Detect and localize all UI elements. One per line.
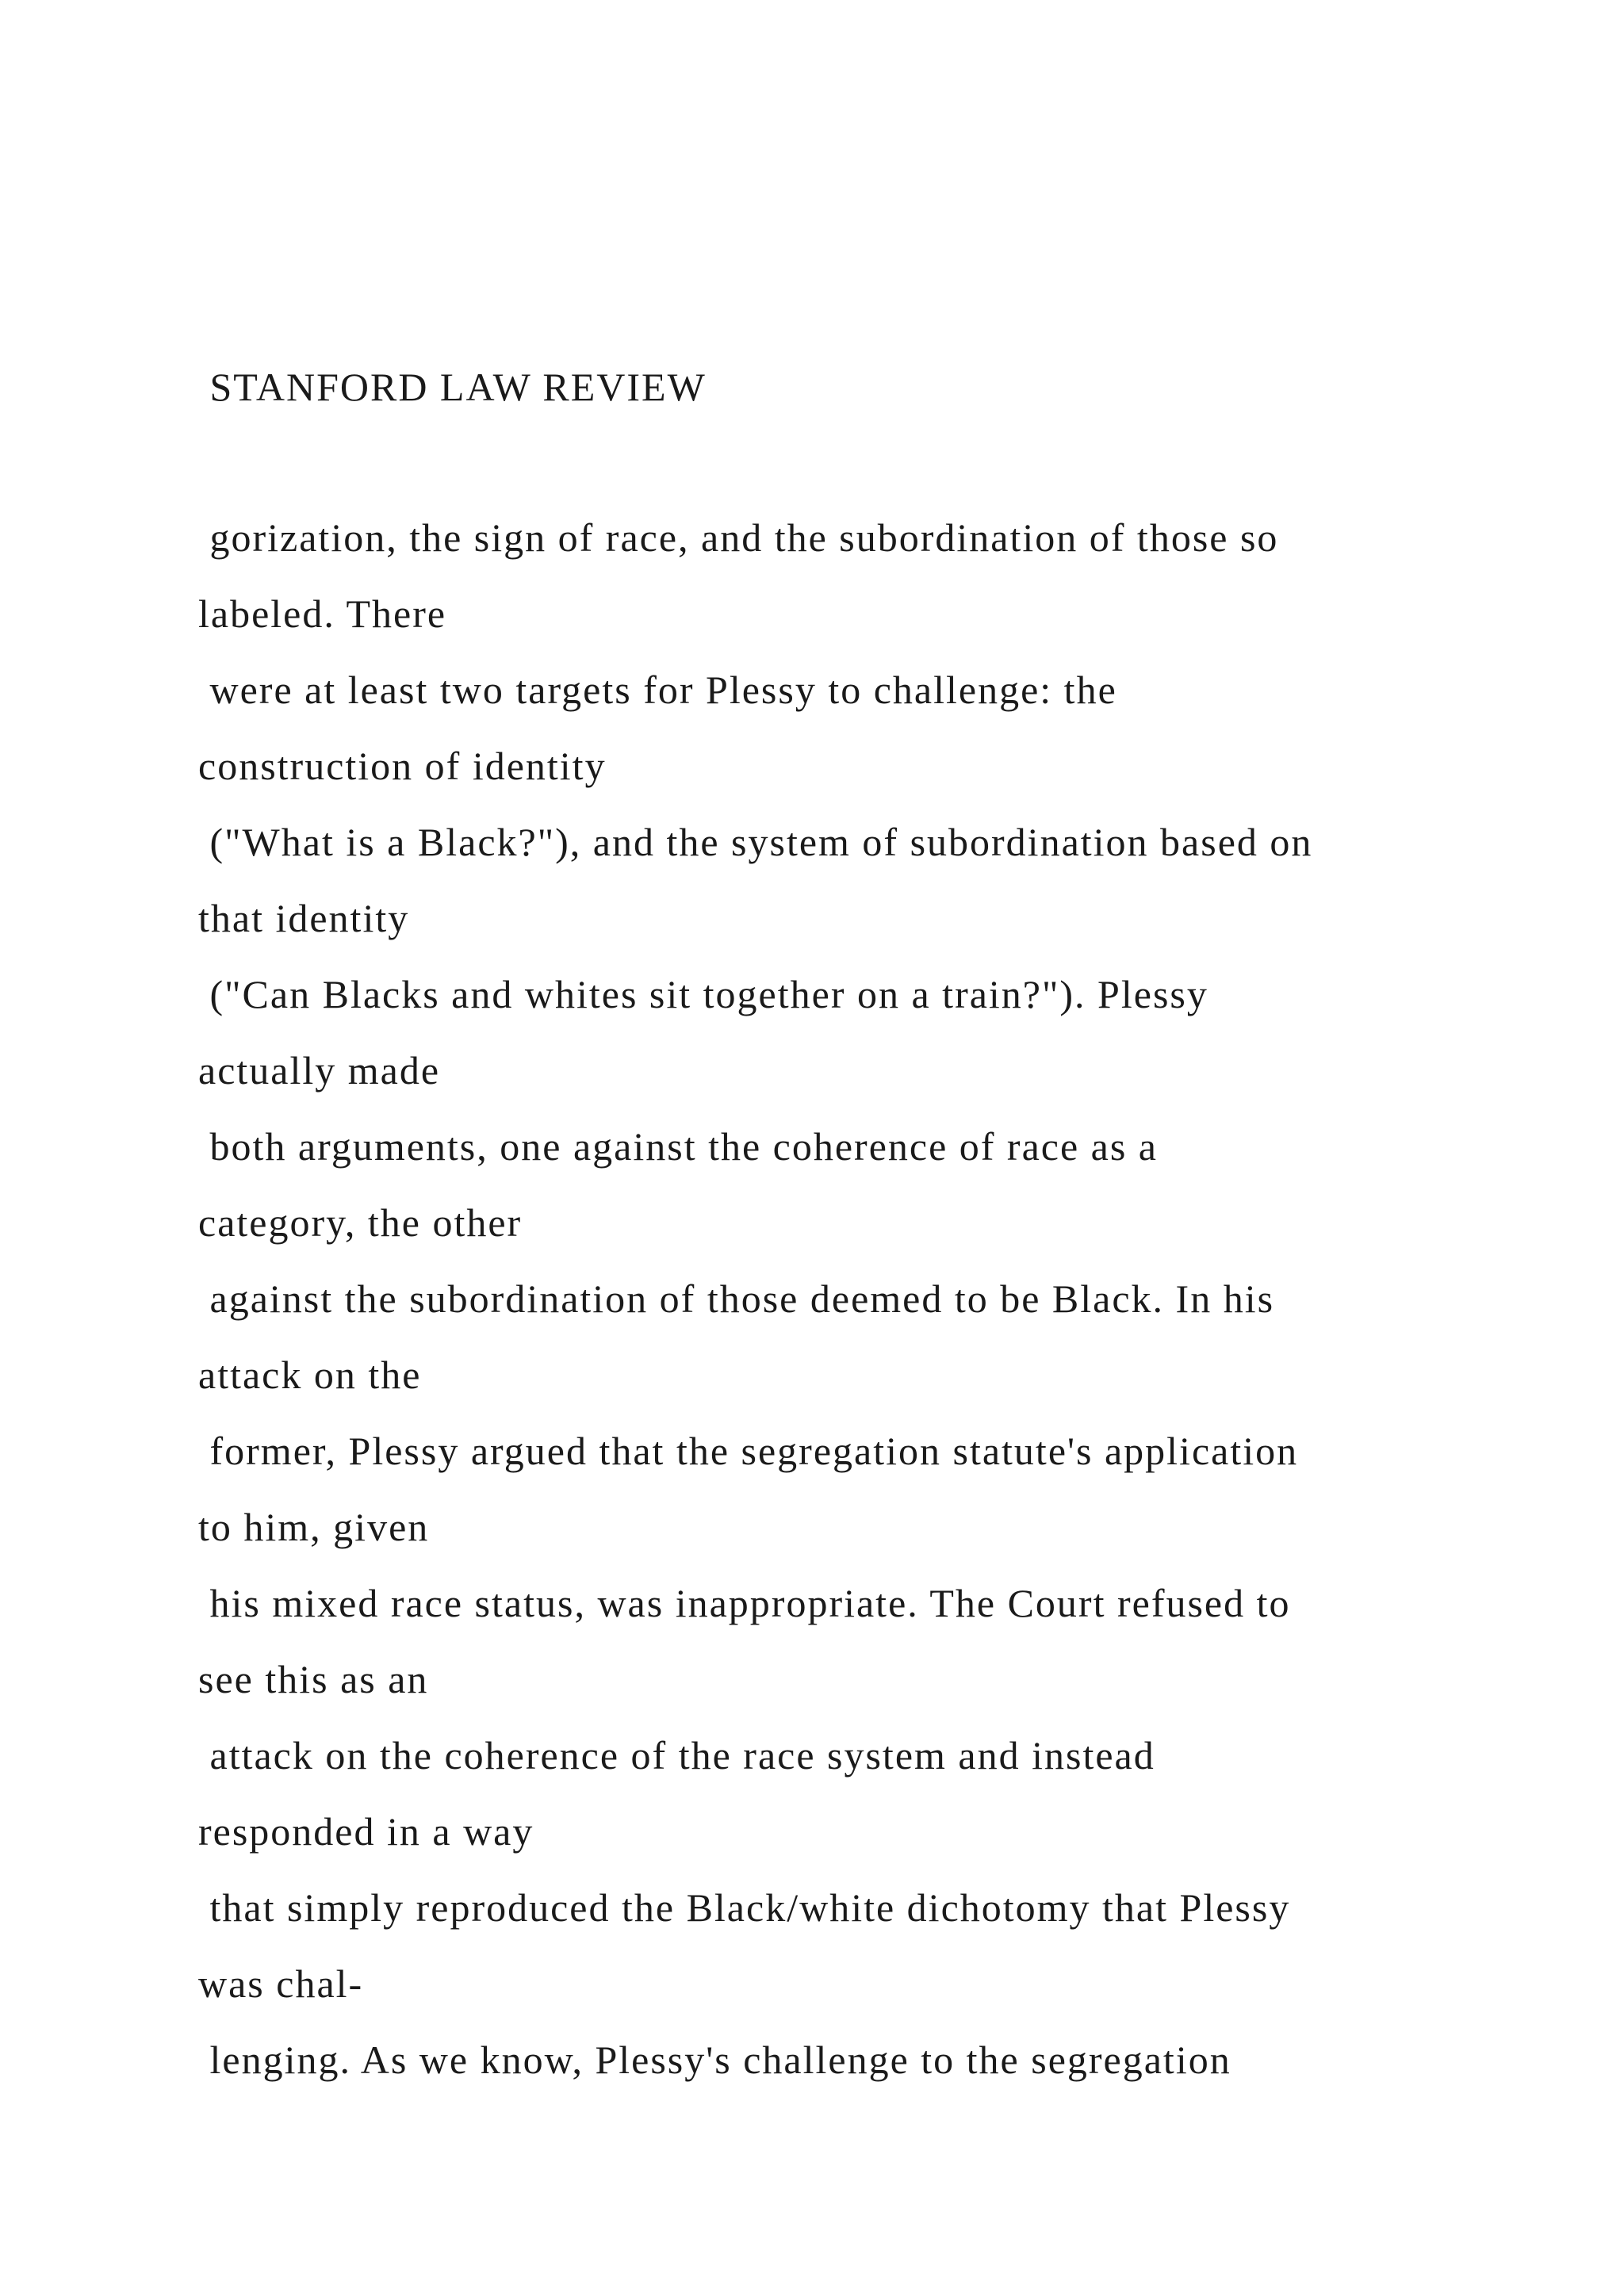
- text-line: was chal-: [198, 1961, 364, 2006]
- text-line: to him, given: [198, 1505, 430, 1549]
- text-line: his mixed race status, was inappropriate. The Court refused to: [198, 1581, 1291, 1625]
- body-text: [198, 499, 1546, 2098]
- text-line: ("Can Blacks and whites sit together on a train?"). Plessy: [198, 972, 1208, 1016]
- running-header: STANFORD LAW REVIEW: [198, 365, 707, 409]
- text-line: both arguments, one against the coherence of race as a: [198, 1124, 1158, 1169]
- text-line: category, the other: [198, 1200, 523, 1245]
- text-line: see this as an: [198, 1657, 429, 1701]
- text-line: labeled. There: [198, 591, 447, 636]
- text-line: against the subordination of those deemed to be Black. In his: [198, 1276, 1275, 1321]
- text-line: former, Plessy argued that the segregation statute's application: [198, 1429, 1299, 1473]
- text-line: ("What is a Black?"), and the system of subordination based on: [198, 820, 1313, 864]
- text-line: that simply reproduced the Black/white dichotomy that Plessy: [198, 1885, 1291, 1930]
- text-line: construction of identity: [198, 744, 607, 788]
- text-line: responded in a way: [198, 1809, 534, 1854]
- text-line: lenging. As we know, Plessy's challenge to the segregation: [198, 2038, 1231, 2082]
- text-line: were at least two targets for Plessy to challenge: the: [198, 668, 1117, 712]
- text-line: attack on the coherence of the race system and instead: [198, 1733, 1155, 1777]
- text-line: attack on the: [198, 1353, 422, 1397]
- text-line: gorization, the sign of race, and the subordination of those so: [198, 515, 1279, 560]
- text-line: that identity: [198, 896, 410, 940]
- text-line: actually made: [198, 1048, 441, 1093]
